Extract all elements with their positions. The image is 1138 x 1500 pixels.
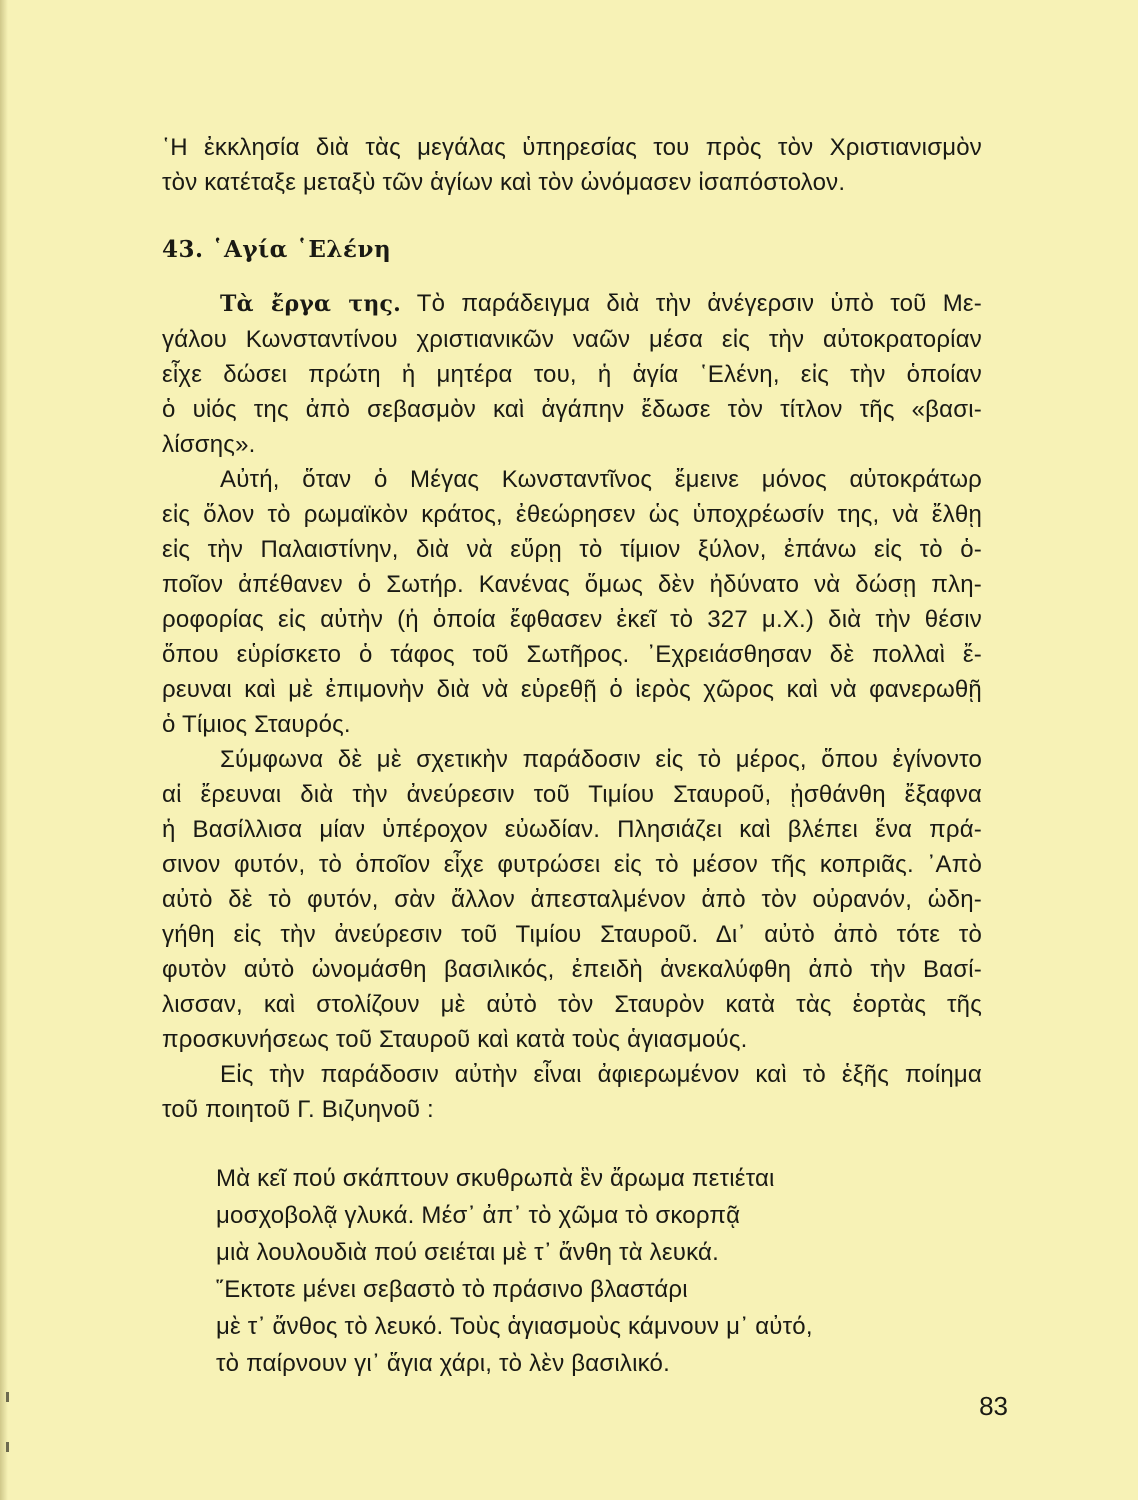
text-line: αὐτὸ δὲ τὸ φυτόν, σὰν ἄλλον ἀπεσταλμένον ἀπὸ τὸν οὐρανόν, ὡδη- [162, 886, 982, 913]
text-line: προσκυνήσεως τοῦ Σταυροῦ καὶ κατὰ τοὺς ἁγιασμούς. [162, 1026, 748, 1053]
poem [216, 1160, 856, 1382]
text-line: ὅπου εὑρίσκετο ὁ τάφος τοῦ Σωτῆρος. ᾿Εχρειάσθησαν δὲ πολλαὶ ἔ- [162, 641, 982, 668]
margin-mark [6, 1392, 9, 1402]
text-line: Σύμφωνα δὲ μὲ σχετικὴν παράδοσιν εἰς τὸ μέρος, ὅπου ἐγίνοντο [220, 746, 982, 773]
text-line: ροφορίας εἰς αὐτὴν (ἡ ὁποία ἔφθασεν ἐκεῖ τὸ 327 μ.Χ.) διὰ τὴν θέσιν [162, 606, 982, 633]
text-line: ὁ Τίμιος Σταυρός. [162, 711, 351, 738]
poem-line: Μὰ κεῖ πού σκάπτουν σκυθρωπὰ ἓν ἄρωμα πετιέται [216, 1165, 775, 1192]
margin-mark [6, 1442, 9, 1452]
poem-line: μὲ τ᾿ ἄνθος τὸ λευκό. Τοὺς ἁγιασμοὺς κάμνουν μ᾿ αὐτό, [216, 1313, 813, 1340]
text-line: ῾Η ἐκκλησία διὰ τὰς μεγάλας ὑπηρεσίας του πρὸς τὸν Χριστιανισμὸν [162, 134, 982, 161]
text-line: ὁ υἱός της ἀπὸ σεβασμὸν καὶ ἀγάπην ἔδωσε τὸν τίτλον τῆς «βασι- [162, 396, 982, 423]
body-text [162, 286, 982, 1127]
text-line: γήθη εἰς τὴν ἀνεύρεσιν τοῦ Τιμίου Σταυροῦ. Δι᾿ αὐτὸ ἀπὸ τότε τὸ [162, 921, 982, 948]
text-line: Αὐτή, ὅταν ὁ Μέγας Κωνσταντῖνος ἔμεινε μόνος αὐτοκράτωρ [220, 466, 982, 493]
text-line: αἱ ἔρευναι διὰ τὴν ἀνεύρεσιν τοῦ Τιμίου Σταυροῦ, ᾐσθάνθη ἔξαφνα [162, 781, 982, 808]
text-line-content: Τὸ παράδειγμα διὰ τὴν ἀνέγερσιν ὑπὸ τοῦ Με- [416, 290, 982, 317]
text-line: ρευναι καὶ μὲ ἐπιμονὴν διὰ νὰ εὑρεθῇ ὁ ἱερὸς χῶρος καὶ νὰ φανερωθῇ [162, 676, 982, 703]
text-line: λίσσης». [162, 431, 256, 458]
poem-line: μιὰ λουλουδιὰ πού σειέται μὲ τ᾿ ἄνθη τὰ λευκά. [216, 1239, 719, 1266]
subheading: Τὰ ἔργα της. [220, 291, 402, 317]
page-binding-edge [0, 0, 8, 1500]
text-line: φυτὸν αὐτὸ ὠνομάσθη βασιλικός, ἐπειδὴ ἀνεκαλύφθη ἀπὸ τὴν Βασί- [162, 956, 982, 983]
page-number: 83 [979, 1391, 1008, 1421]
text-line: εἶχε δώσει πρώτη ἡ μητέρα του, ἡ ἁγία ῾Ελένη, εἰς τὴν ὁποίαν [162, 361, 982, 388]
text-line [162, 286, 982, 322]
poem-line: μοσχοβολᾷ γλυκά. Μέσ᾿ ἀπ᾿ τὸ χῶμα τὸ σκορπᾷ [216, 1202, 741, 1229]
text-line: εἰς τὴν Παλαιστίνην, διὰ νὰ εὕρῃ τὸ τίμιον ξύλον, ἐπάνω εἰς τὸ ὁ- [162, 536, 982, 563]
text-line: εἰς ὅλον τὸ ρωμαϊκὸν κράτος, ἐθεώρησεν ὡς ὑποχρέωσίν της, νὰ ἔλθῃ [162, 501, 982, 528]
text-line: λισσαν, καὶ στολίζουν μὲ αὐτὸ τὸν Σταυρὸν κατὰ τὰς ἑορτὰς τῆς [162, 991, 982, 1018]
text-line: τὸν κατέταξε μεταξὺ τῶν ἁγίων καὶ τὸν ὠνόμασεν ἰσαπόστολον. [162, 169, 846, 196]
text-line: σινον φυτόν, τὸ ὁποῖον εἶχε φυτρώσει εἰς τὸ μέσον τῆς κοπριᾶς. ᾿Απὸ [162, 851, 982, 878]
text-line: ἡ Βασίλλισα μίαν ὑπέροχον εὐωδίαν. Πλησιάζει καὶ βλέπει ἕνα πρά- [162, 816, 982, 843]
section-heading: 43. ῾Αγία ῾Ελένη [162, 236, 392, 263]
poem-line: τὸ παίρνουν γι᾿ ἅγια χάρι, τὸ λὲν βασιλικό. [216, 1350, 670, 1377]
text-line: τοῦ ποιητοῦ Γ. Βιζυηνοῦ : [162, 1096, 434, 1123]
text-line: ποῖον ἀπέθανεν ὁ Σωτήρ. Κανένας ὅμως δὲν ἠδύνατο νὰ δώσῃ πλη- [162, 571, 982, 598]
poem-line: ῞Εκτοτε μένει σεβαστὸ τὸ πράσινο βλαστάρι [216, 1276, 688, 1303]
text-line: Εἰς τὴν παράδοσιν αὐτὴν εἶναι ἀφιερωμένον καὶ τὸ ἑξῆς ποίημα [220, 1061, 982, 1088]
intro-paragraph [162, 130, 982, 200]
text-line: γάλου Κωνσταντίνου χριστιανικῶν ναῶν μέσα εἰς τὴν αὐτοκρατορίαν [162, 326, 982, 353]
